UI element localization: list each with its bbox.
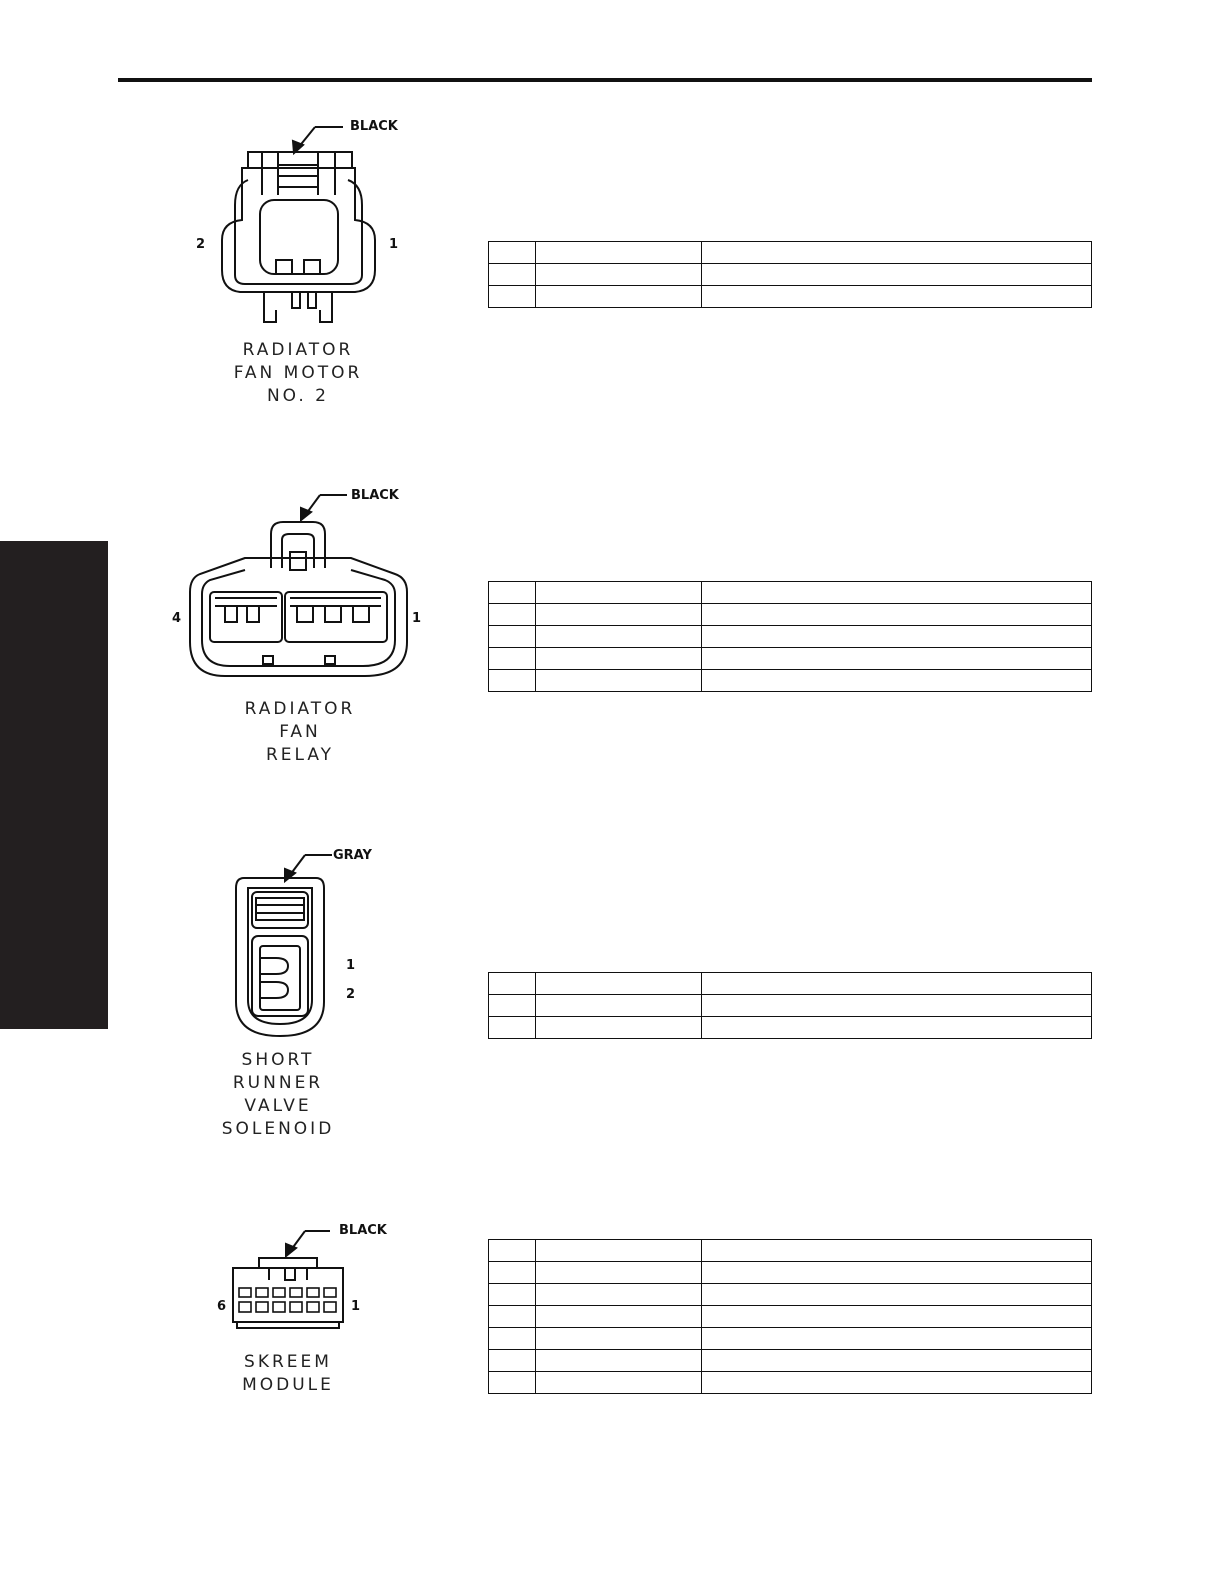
section-side-tab (0, 541, 108, 1029)
pin-number-right: 1 (389, 237, 399, 252)
connector-title-line: VALVE (244, 1096, 312, 1116)
connector-title (178, 1351, 398, 1397)
connector-title-line: NO. 2 (266, 386, 330, 406)
cell-circuit (536, 1262, 702, 1284)
table-row (489, 1017, 1092, 1039)
short-runner-valve-solenoid-connector-diagram (230, 842, 380, 1042)
cell-function (702, 670, 1092, 692)
cell-function (702, 582, 1092, 604)
table-row (489, 626, 1092, 648)
table-row (489, 1284, 1092, 1306)
connector-color-label: BLACK (339, 1223, 387, 1238)
pin-number-left: 4 (172, 611, 182, 626)
pin-number-right: 1 (351, 1299, 361, 1314)
table-row (489, 1262, 1092, 1284)
cell-function (702, 995, 1092, 1017)
cell-circuit (536, 286, 702, 308)
radiator-fan-motor-connector-diagram (180, 110, 420, 340)
cell-cav (489, 286, 536, 308)
connector-title-line: FAN (279, 722, 321, 742)
pin-table-skreem-module (488, 1239, 1092, 1394)
pin-number-left: 6 (217, 1299, 227, 1314)
cell-cav (489, 582, 536, 604)
cell-cav (489, 1240, 536, 1262)
cell-function (702, 1372, 1092, 1394)
cell-cav (489, 1017, 536, 1039)
table-row (489, 648, 1092, 670)
cell-function (702, 1240, 1092, 1262)
pin-table-radiator-fan-relay (488, 581, 1092, 692)
table-row (489, 582, 1092, 604)
table-row (489, 1350, 1092, 1372)
connector-color-label: BLACK (350, 119, 398, 134)
cell-circuit (536, 242, 702, 264)
connector-title-line: FAN MOTOR (233, 363, 363, 383)
connector-title-line: RADIATOR (244, 699, 356, 719)
cell-circuit (536, 648, 702, 670)
table-row (489, 670, 1092, 692)
cell-circuit (536, 670, 702, 692)
pin-number-2: 2 (346, 987, 356, 1002)
table-row (489, 1306, 1092, 1328)
cell-circuit (536, 264, 702, 286)
cell-function (702, 626, 1092, 648)
cell-function (702, 1306, 1092, 1328)
table-row (489, 1372, 1092, 1394)
cell-function (702, 242, 1092, 264)
pin-number-1: 1 (346, 958, 356, 973)
cell-cav (489, 626, 536, 648)
connector-title-line: RADIATOR (242, 340, 354, 360)
cell-cav (489, 264, 536, 286)
cell-function (702, 264, 1092, 286)
connector-color-label: GRAY (333, 848, 372, 863)
cell-cav (489, 1372, 536, 1394)
cell-cav (489, 1350, 536, 1372)
connector-title-line: RUNNER (232, 1073, 324, 1093)
pin-table-short-runner-valve-solenoid (488, 972, 1092, 1039)
connector-title-line: SOLENOID (221, 1119, 335, 1139)
pin-number-right: 1 (412, 611, 422, 626)
cell-cav (489, 1284, 536, 1306)
cell-circuit (536, 582, 702, 604)
cell-circuit (536, 604, 702, 626)
cell-circuit (536, 626, 702, 648)
table-row (489, 286, 1092, 308)
cell-cav (489, 1306, 536, 1328)
cell-function (702, 1284, 1092, 1306)
cell-cav (489, 973, 536, 995)
connector-title-line: SKREEM (244, 1352, 332, 1372)
cell-function (702, 1350, 1092, 1372)
pin-number-left: 2 (196, 237, 206, 252)
connector-title (190, 698, 410, 767)
table-row (489, 604, 1092, 626)
cell-function (702, 1328, 1092, 1350)
table-row (489, 995, 1092, 1017)
cell-circuit (536, 1240, 702, 1262)
cell-function (702, 973, 1092, 995)
table-row (489, 242, 1092, 264)
connector-title-line: MODULE (242, 1375, 334, 1395)
cell-cav (489, 995, 536, 1017)
connector-title (188, 339, 408, 408)
connector-title-line: RELAY (265, 745, 335, 765)
cell-cav (489, 604, 536, 626)
connector-title (168, 1049, 388, 1141)
connector-title-line: SHORT (241, 1050, 315, 1070)
cell-function (702, 648, 1092, 670)
radiator-fan-relay-connector-diagram (185, 482, 425, 692)
cell-cav (489, 1328, 536, 1350)
cell-function (702, 604, 1092, 626)
cell-function (702, 1017, 1092, 1039)
cell-circuit (536, 1350, 702, 1372)
cell-circuit (536, 1306, 702, 1328)
cell-cav (489, 648, 536, 670)
cell-circuit (536, 995, 702, 1017)
table-row (489, 264, 1092, 286)
cell-circuit (536, 973, 702, 995)
pin-table-radiator-fan-motor-2 (488, 241, 1092, 308)
cell-circuit (536, 1017, 702, 1039)
cell-circuit (536, 1284, 702, 1306)
cell-circuit (536, 1328, 702, 1350)
header-rule (118, 78, 1092, 82)
table-row (489, 1240, 1092, 1262)
cell-cav (489, 242, 536, 264)
table-row (489, 973, 1092, 995)
connector-color-label: BLACK (351, 488, 399, 503)
cell-cav (489, 670, 536, 692)
cell-function (702, 286, 1092, 308)
cell-circuit (536, 1372, 702, 1394)
table-row (489, 1328, 1092, 1350)
cell-function (702, 1262, 1092, 1284)
skreem-module-connector-diagram (225, 1218, 387, 1338)
cell-cav (489, 1262, 536, 1284)
